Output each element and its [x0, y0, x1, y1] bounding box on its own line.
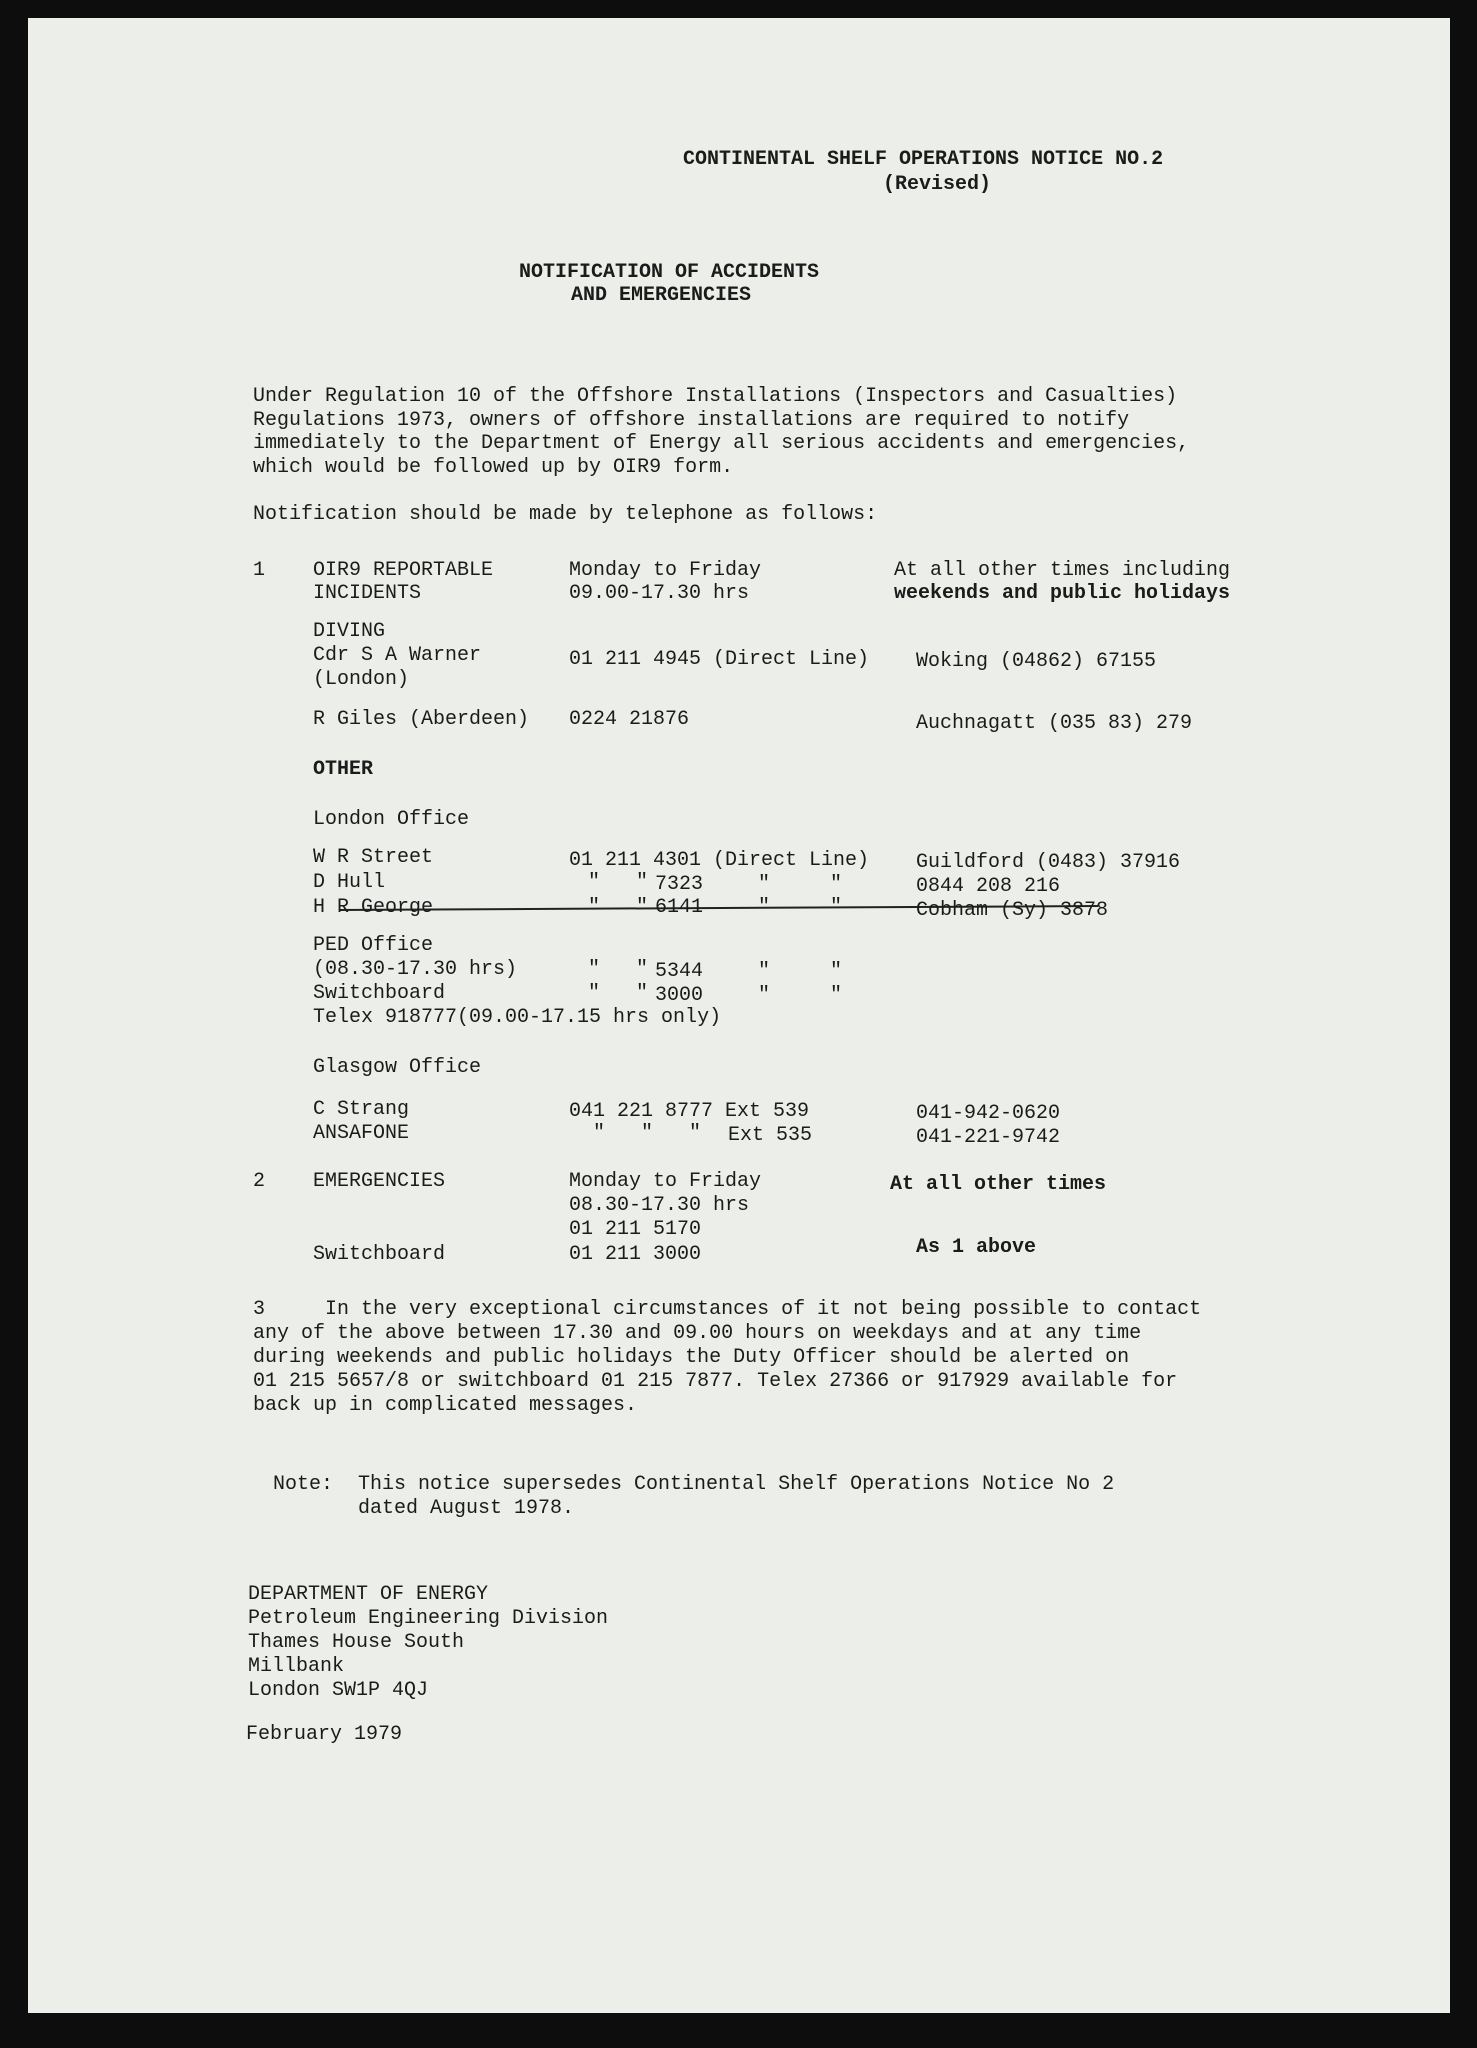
- ditto-mark: " ": [758, 896, 843, 919]
- contact-name-struck: D Hull: [313, 871, 386, 894]
- weekday-hours: Monday to Friday: [569, 559, 762, 582]
- contact-phone: 01 211 3000: [569, 1243, 702, 1266]
- section1-label: OIR9 REPORTABLE: [313, 559, 494, 582]
- heading-line2: AND EMERGENCIES: [571, 284, 752, 307]
- address-line: Millbank: [248, 1655, 345, 1678]
- section3-line: during weekends and public holidays the Duty Officer should be alerted on: [253, 1346, 1130, 1369]
- weekday-hours: 08.30-17.30 hrs: [569, 1194, 750, 1217]
- contact-other-phone: Cobham (Sy) 3878: [916, 899, 1109, 922]
- note-label: Note:: [273, 1473, 334, 1496]
- contact-phone: 01 211 5170: [569, 1218, 702, 1241]
- contact-name: Cdr S A Warner: [313, 644, 482, 667]
- intro-line: immediately to the Department of Energy all serious accidents and emergencies,: [253, 432, 1190, 455]
- address-line: DEPARTMENT OF ENERGY: [248, 1583, 489, 1606]
- contact-name: W R Street: [313, 846, 434, 869]
- document-date: February 1979: [246, 1723, 403, 1746]
- contact-other-phone: 041-221-9742: [916, 1126, 1061, 1149]
- contact-name: Switchboard: [313, 982, 446, 1005]
- ditto-mark: " ": [758, 873, 843, 896]
- ped-office-hours: (08.30-17.30 hrs): [313, 958, 518, 981]
- section1-label: INCIDENTS: [313, 582, 422, 605]
- section3-line: 3 In the very exceptional circumstances of it not being possible to contact: [253, 1298, 1202, 1321]
- section-number: 1: [253, 559, 266, 582]
- contact-phone: 5344: [655, 960, 704, 983]
- contact-phone: 6141: [655, 896, 704, 919]
- other-times: At all other times: [890, 1173, 1107, 1196]
- section-number: 2: [253, 1170, 266, 1193]
- address-line: London SW1P 4QJ: [248, 1679, 429, 1702]
- weekday-hours: 09.00-17.30 hrs: [569, 582, 750, 605]
- intro-line: Regulations 1973, owners of offshore installations are required to notify: [253, 409, 1130, 432]
- section2-label: EMERGENCIES: [313, 1170, 446, 1193]
- note-line: This notice supersedes Continental Shelf Operations Notice No 2: [358, 1473, 1115, 1496]
- other-times-value: As 1 above: [916, 1236, 1037, 1259]
- section3-line: back up in complicated messages.: [253, 1394, 638, 1417]
- ditto-mark: " ": [758, 984, 843, 1007]
- heading-line1: NOTIFICATION OF ACCIDENTS: [519, 261, 820, 284]
- london-office-heading: London Office: [313, 808, 470, 831]
- section3-line: 01 215 5657/8 or switchboard 01 215 7877. Telex 27366 or 917929 available for: [253, 1370, 1178, 1393]
- other-heading: OTHER: [313, 758, 374, 781]
- ditto-mark: " ": [758, 960, 843, 983]
- ditto-mark: " ": [588, 871, 649, 894]
- contact-name: C Strang: [313, 1098, 410, 1121]
- contact-phone-struck: 7323: [655, 873, 704, 896]
- notice-title: CONTINENTAL SHELF OPERATIONS NOTICE NO.2: [683, 148, 1164, 171]
- telex-line: Telex 918777(09.00-17.15 hrs only): [313, 1006, 722, 1029]
- ditto-mark: " ": [588, 982, 649, 1005]
- weekday-hours: Monday to Friday: [569, 1170, 762, 1193]
- address-line: Thames House South: [248, 1631, 465, 1654]
- contact-name: H R George: [313, 896, 434, 919]
- ditto-mark: " " ": [593, 1122, 702, 1145]
- contact-name: R Giles (Aberdeen): [313, 708, 530, 731]
- ditto-mark: " ": [588, 958, 649, 981]
- notification-line: Notification should be made by telephone as follows:: [253, 503, 878, 526]
- contact-other-phone-struck: 0844 208 216: [916, 875, 1061, 898]
- document-page: [28, 18, 1450, 2013]
- contact-other-phone: Guildford (0483) 37916: [916, 851, 1181, 874]
- contact-phone: 0224 21876: [569, 708, 690, 731]
- address-line: Petroleum Engineering Division: [248, 1607, 609, 1630]
- section3-line: any of the above between 17.30 and 09.00 hours on weekdays and at any time: [253, 1322, 1142, 1345]
- diving-heading: DIVING: [313, 620, 386, 643]
- intro-line: Under Regulation 10 of the Offshore Installations (Inspectors and Casualties): [253, 385, 1178, 408]
- intro-line: which would be followed up by OIR9 form.: [253, 456, 734, 479]
- contact-other-phone: Woking (04862) 67155: [916, 650, 1157, 673]
- contact-phone: 01 211 4301 (Direct Line): [569, 849, 870, 872]
- contact-other-phone: 041-942-0620: [916, 1102, 1061, 1125]
- glasgow-office-heading: Glasgow Office: [313, 1056, 482, 1079]
- other-times: At all other times including: [894, 559, 1231, 582]
- ped-office-heading: PED Office: [313, 934, 434, 957]
- contact-phone: 3000: [655, 984, 704, 1007]
- contact-extension: Ext 535: [728, 1124, 813, 1147]
- contact-phone: 01 211 4945 (Direct Line): [569, 648, 870, 671]
- note-line: dated August 1978.: [358, 1497, 575, 1520]
- contact-name: ANSAFONE: [313, 1122, 410, 1145]
- contact-name: Switchboard: [313, 1243, 446, 1266]
- contact-phone: 041 221 8777 Ext 539: [569, 1100, 810, 1123]
- other-times: weekends and public holidays: [894, 582, 1231, 605]
- ditto-mark: " ": [588, 896, 649, 919]
- revised-label: (Revised): [883, 173, 992, 196]
- contact-location: (London): [313, 668, 410, 691]
- contact-other-phone: Auchnagatt (035 83) 279: [916, 712, 1193, 735]
